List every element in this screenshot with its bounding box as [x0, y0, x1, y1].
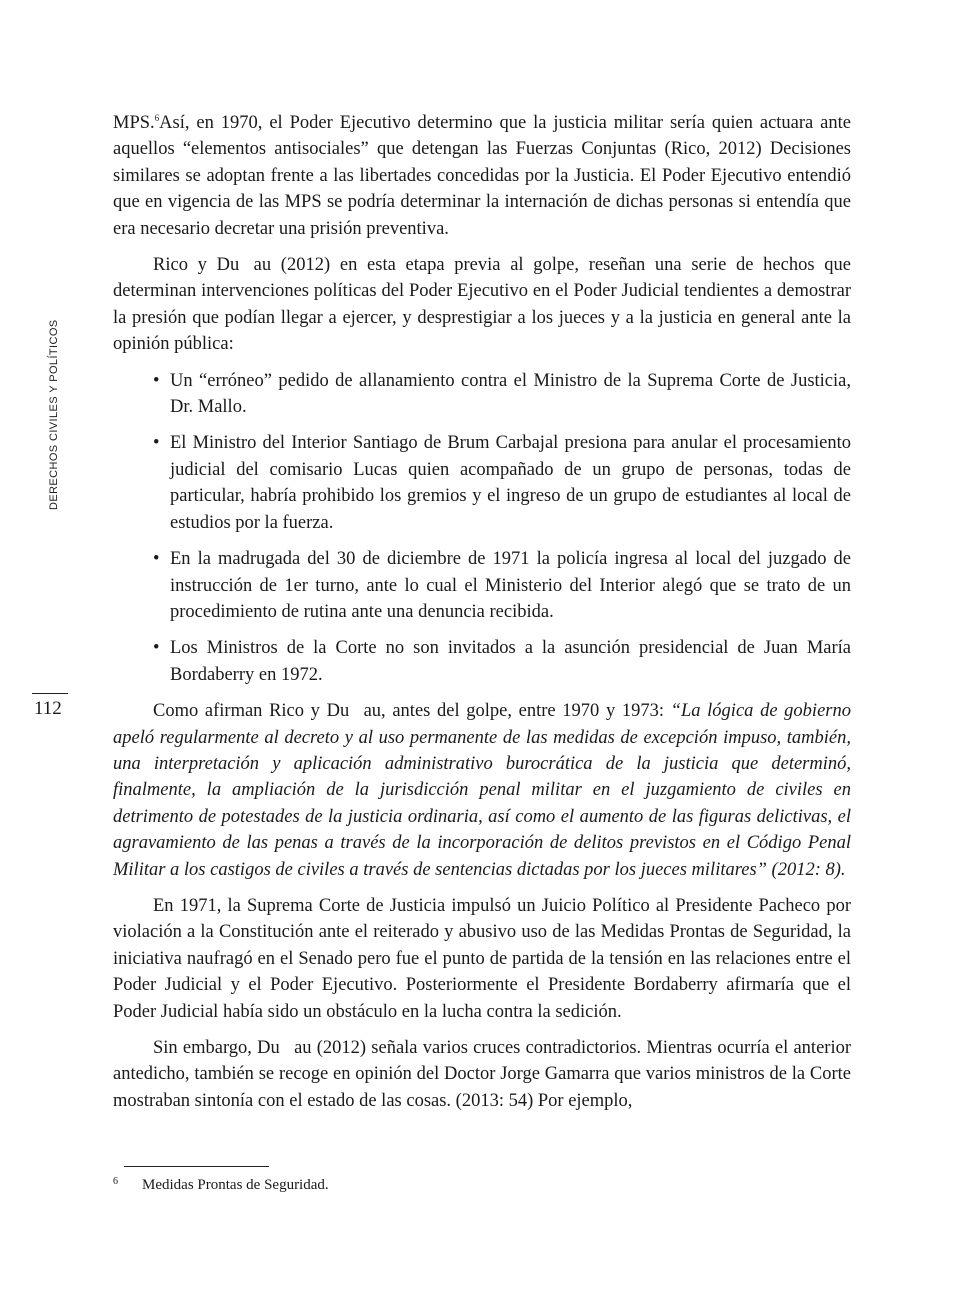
footnote-number: 6	[113, 1176, 118, 1187]
list-item: • El Ministro del Interior Santiago de Brum Carbajal presiona para anular el procesamiento judicial del comisario Lucas quien acompañado de un grupo de personas, todas de particular, habría prohibido los gremios y el ingreso de un grupo de estudiantes al local de estudios por la fuerza.	[170, 430, 851, 536]
paragraph-1	[113, 110, 851, 242]
list-item: • Un “erróneo” pedido de allanamiento contra el Ministro de la Suprema Corte de Justicia, Dr. Mallo.	[170, 368, 851, 421]
paragraph-4: En 1971, la Suprema Corte de Justicia impulsó un Juicio Político al Presidente Pacheco por violación a la Constitución ante el reiterado y abusivo uso de las Medidas Prontas de Seguridad, la iniciativa naufragó en el Senado pero fue el punto de partida de la tensión en las relaciones entre el Poder Judicial y el Poder Ejecutivo. Posteriormente el Presidente Bordaberry afirmaría que el Poder Judicial había sido un obstáculo en la lucha contra la sedición.	[113, 895, 851, 1022]
running-section-title: DERECHOS CIVILES Y POLÍTICOS	[48, 319, 60, 510]
paragraph-1-start: MPS.	[113, 113, 155, 133]
block-quotation: “La lógica de gobierno apeló regularmente al decreto y al uso permanente de las medidas de excepción impuso, también, una interpretación y aplicación administrativo burocrática de la justicia que determinó, finalmente, la ampliación de la jurisdicción penal militar en el juzgamiento de civiles en detrimento de potestades de la justicia ordinaria, así como el aumento de las figuras delictivas, el agravamiento de las penas a través de la incorporación de delitos previstos en el Código Penal Militar a los castigos de civiles a través de sentencias dictadas por los jueces militares” (2012: 8).	[113, 701, 851, 880]
footnote-reference: 6	[154, 113, 160, 123]
paragraph-1-rest: Así, en 1970, el Poder Ejecutivo determino que la justicia militar sería quien actuara ante aquellos “elementos antisociales” que detengan las Fuerzas Conjuntas (Rico, 2012) Decisiones similares se adoptan frente a las libertades concedidas por la Justicia. El Poder Ejecutivo entendió que en vigencia de las MPS se podría determinar la internación de dichas personas si entendía que era necesario decretar una prisión preventiva.	[113, 113, 851, 239]
list-item: • En la madrugada del 30 de diciembre de 1971 la policía ingresa al local del juzgado de instrucción de 1er turno, ante lo cual el Ministerio del Interior alegó que se trato de un procedimiento de rutina ante una denuncia recibida.	[170, 546, 851, 625]
bullet-list	[113, 368, 851, 688]
paragraph-2: Rico y Du au (2012) en esta etapa previa al golpe, reseñan una serie de hechos que determinan intervenciones políticas del Poder Ejecutivo en el Poder Judicial tendientes a demostrar la presión que podían llegar a ejercer, y desprestigiar a los jueces y a la justicia en general ante la opinión pública:	[113, 255, 851, 355]
paragraph-3	[113, 698, 851, 883]
body-text	[113, 110, 851, 1124]
list-item: • Los Ministros de la Corte no son invitados a la asunción presidencial de Juan María Bordaberry en 1972.	[170, 635, 851, 688]
paragraph-5: Sin embargo, Du au (2012) señala varios cruces contradictorios. Mientras ocurría el anterior antedicho, también se recoge en opinión del Doctor Jorge Gamarra que varios ministros de la Corte mostraban sintonía con el estado de las cosas. (2013: 54) Por ejemplo,	[113, 1038, 851, 1111]
footnote	[113, 1175, 329, 1195]
page-number: 112	[34, 698, 62, 719]
page-number-rule	[32, 693, 68, 694]
footnote-separator	[124, 1166, 269, 1167]
paragraph-3-intro: Como afirman Rico y Du au, antes del golpe, entre 1970 y 1973:	[153, 701, 671, 722]
footnote-text: Medidas Prontas de Seguridad.	[142, 1177, 329, 1193]
